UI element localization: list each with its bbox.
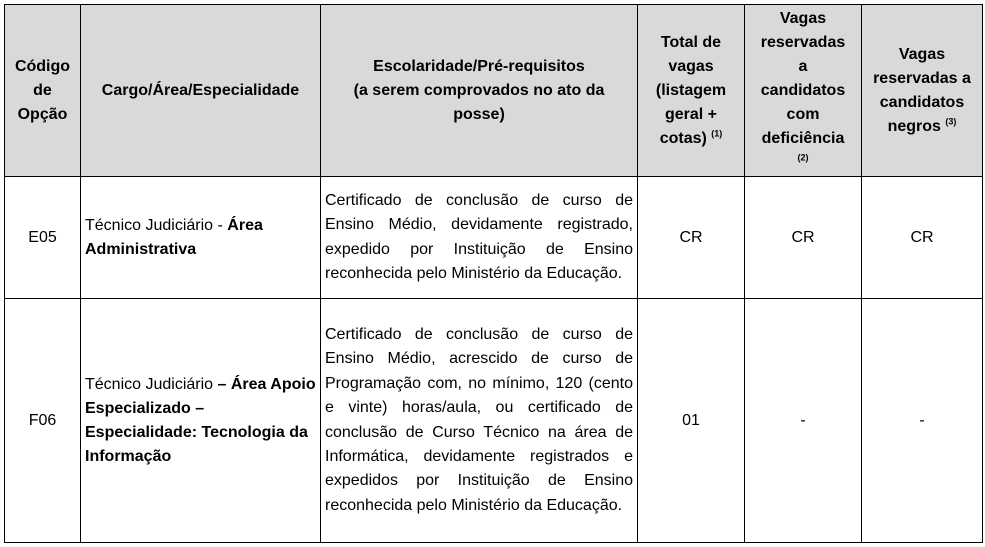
cell-cargo [81,177,321,299]
header-row [5,5,983,177]
cargo-plain: Técnico Judiciário - [85,216,228,234]
cargo-plain: Técnico Judiciário [85,375,218,393]
cell-cargo [81,299,321,543]
cargo-bold: Área Administrativa [85,216,263,258]
header-deficiencia-text: Vagas reservadas a candidatos com deficiência [760,9,846,147]
header-escolaridade [321,5,638,177]
cell-codigo: E05 [5,177,81,299]
header-cargo-text: Cargo/Área/Especialidade [101,81,300,99]
header-total-note: (1) [711,128,723,139]
header-codigo-text: Código de Opção [14,57,71,123]
cell-requisitos: Certificado de conclusão de curso de Ensino Médio, devidamente registrado, expedido por Instituição de Ensino reconhecida pelo Ministério da Educação. [321,177,638,299]
cell-negros: CR [862,177,983,299]
cargo-bold: – Área Apoio Especializado – Especialidade: Tecnologia da Informação [85,375,316,465]
header-codigo [5,5,81,177]
header-cargo [81,5,321,177]
cell-total: 01 [638,299,745,543]
table-row [5,299,983,543]
header-negros [862,5,983,177]
cell-requisitos: Certificado de conclusão de curso de Ensino Médio, acrescido de curso de Programação com, no mínimo, 120 (cento e vinte) horas/aula, ou certificado de conclusão de Curso Técnico na área de Informática, devidamente registrados e expedidos por Instituição de Ensino reconhecida pelo Ministério da Educação. [321,299,638,543]
header-deficiencia [745,5,862,177]
vacancies-table [4,4,983,543]
header-deficiencia-note: (2) [797,152,809,163]
cell-total: CR [638,177,745,299]
header-total-text: Total de vagas (listagem geral + cotas) [655,33,727,147]
header-total [638,5,745,177]
cell-negros: - [862,299,983,543]
header-escolaridade-line1: Escolaridade/Pré-requisitos [373,57,585,75]
table-row [5,177,983,299]
header-negros-text: Vagas reservadas a candidatos negros [873,45,971,135]
table-body [5,177,983,543]
cell-codigo: F06 [5,299,81,543]
cell-deficiencia: CR [745,177,862,299]
header-negros-note: (3) [945,116,957,127]
header-escolaridade-line2: (a serem comprovados no ato da posse) [353,81,605,123]
table-header [5,5,983,177]
cell-deficiencia: - [745,299,862,543]
